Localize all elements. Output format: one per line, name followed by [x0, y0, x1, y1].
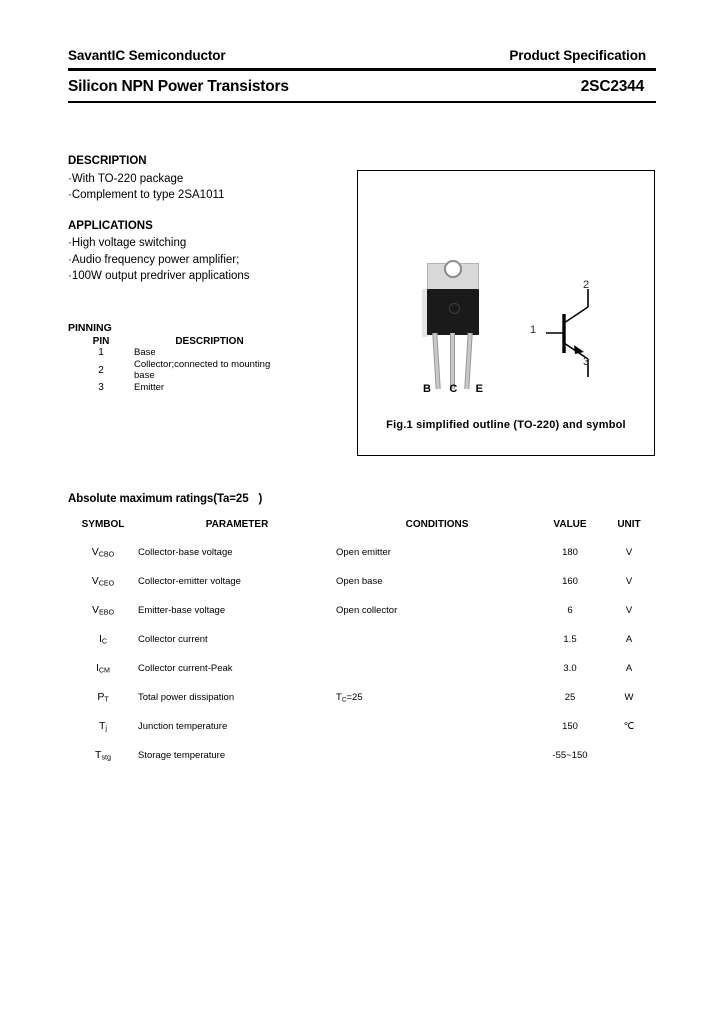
pin-description: Emitter: [134, 381, 165, 393]
rating-parameter: Emitter-base voltage: [138, 605, 226, 616]
package-pin-labels: [420, 383, 486, 395]
rating-unit: V: [625, 547, 633, 558]
rating-unit: V: [625, 576, 633, 587]
rating-conditions: $T_C=25$: [336, 691, 363, 704]
rating-parameter: Total power dissipation: [138, 692, 235, 703]
table-row: [68, 741, 656, 770]
description-item: ·Complement to type 2SA1011: [68, 189, 225, 201]
rating-parameter: Junction temperature: [138, 721, 228, 732]
rating-parameter: Collector-base voltage: [138, 547, 233, 558]
col-conditions: CONDITIONS: [405, 519, 469, 530]
table-row: [68, 382, 285, 394]
symbol-pin-2-label: 2: [583, 279, 590, 291]
rating-value: 180: [562, 547, 578, 558]
pin-description: Collector;connected to mounting base: [134, 358, 271, 381]
pinning-table: [68, 336, 285, 393]
title-row: [68, 78, 656, 96]
ratings-title-close: ): [258, 493, 263, 505]
rating-conditions: [336, 625, 538, 654]
pin-number: 2: [98, 364, 104, 376]
ratings-title: [68, 493, 262, 505]
rating-symbol: $P_T$: [97, 691, 109, 704]
rating-symbol: $I_C$: [98, 633, 108, 646]
rating-unit: [602, 741, 656, 770]
part-number: 2SC2344: [580, 78, 644, 95]
pinning-section: [68, 322, 285, 393]
col-parameter: PARAMETER: [205, 519, 269, 530]
rating-value: 150: [562, 721, 578, 732]
rating-parameter: Collector current: [138, 634, 208, 645]
rating-symbol: $V_{CBO}$: [91, 546, 115, 559]
package-lead: [464, 333, 472, 389]
absolute-maximum-ratings-table: [68, 511, 656, 770]
rating-value: 3.0: [563, 663, 577, 674]
rating-symbol: $T_{stg}$: [95, 749, 111, 762]
description-applications-block: [68, 153, 348, 285]
document-header: [68, 48, 656, 103]
symbol-pin-3-label: 3: [583, 356, 590, 368]
symbol-pin-1-label: 1: [530, 324, 537, 336]
applications-item: ·100W output predriver applications: [68, 270, 250, 282]
rating-unit: ℃: [623, 721, 635, 732]
rating-unit: W: [624, 692, 634, 703]
section-spacer: [68, 204, 348, 218]
pinning-label: PINNING: [68, 322, 112, 334]
description-heading: DESCRIPTION: [68, 155, 147, 167]
rating-conditions: [336, 654, 538, 683]
rating-value: -55~150: [552, 750, 588, 761]
rating-conditions: Open collector: [336, 605, 398, 616]
rating-parameter: Collector current-Peak: [138, 663, 233, 674]
company-name: SavantIC Semiconductor: [68, 48, 226, 63]
pin-label-c: C: [449, 383, 458, 395]
figure-content: [358, 171, 654, 455]
col-value: VALUE: [553, 519, 587, 530]
applications-item: ·Audio frequency power amplifier;: [68, 253, 240, 266]
rating-unit: V: [625, 605, 633, 616]
rating-unit: A: [625, 663, 633, 674]
col-unit: UNIT: [617, 519, 641, 530]
table-header-row: [68, 336, 285, 347]
header-top-row: [68, 48, 656, 63]
pin-label-e: E: [475, 383, 483, 395]
package-mounting-hole: [444, 260, 462, 278]
applications-heading: APPLICATIONS: [68, 219, 153, 232]
rating-value: 1.5: [563, 634, 577, 645]
table-row: [68, 712, 656, 741]
figure-box: [357, 170, 655, 456]
table-row: [68, 596, 656, 625]
rating-symbol: $V_{CEO}$: [91, 575, 115, 588]
rating-conditions: Open emitter: [336, 547, 391, 558]
table-row: [68, 347, 285, 359]
ratings-title-text: Absolute maximum ratings(Ta=25: [68, 493, 249, 505]
rating-parameter: Collector-emitter voltage: [138, 576, 241, 587]
rating-unit: A: [625, 634, 633, 645]
table-row: [68, 654, 656, 683]
header-rule-top: [68, 68, 656, 71]
npn-symbol-svg: [530, 281, 626, 387]
applications-item: ·High voltage switching: [68, 237, 187, 249]
table-row: [68, 625, 656, 654]
page-title: Silicon NPN Power Transistors: [68, 78, 289, 95]
table-row: [68, 683, 656, 712]
pin-label-b: B: [423, 383, 431, 395]
rating-conditions: [336, 741, 538, 770]
rating-value: 160: [562, 576, 578, 587]
rating-symbol: $V_{EBO}$: [91, 604, 115, 617]
table-row: [68, 567, 656, 596]
rating-symbol: $I_{CM}$: [95, 662, 110, 675]
description-item: ·With TO-220 package: [68, 172, 184, 185]
col-symbol: SYMBOL: [81, 519, 125, 530]
rating-conditions: [336, 712, 538, 741]
rating-value: 6: [567, 605, 573, 616]
header-rule-bottom: [68, 101, 656, 103]
npn-transistor-symbol: [530, 281, 626, 387]
table-header-row: [68, 511, 656, 538]
table-row: [68, 538, 656, 567]
rating-conditions: Open base: [336, 576, 383, 587]
table-row: [68, 359, 285, 382]
rating-symbol: $T_j$: [98, 720, 107, 733]
pinning-col-pin: PIN: [92, 336, 110, 347]
pin-number: 1: [98, 347, 104, 359]
rating-value: 25: [564, 692, 576, 703]
rating-parameter: Storage temperature: [138, 750, 226, 761]
figure-caption: Fig.1 simplified outline (TO-220) and symbol: [386, 419, 626, 431]
package-lead: [450, 333, 455, 389]
pinning-col-description: DESCRIPTION: [175, 336, 244, 347]
package-lead: [432, 333, 440, 389]
document-type: Product Specification: [509, 48, 646, 63]
pin-number: 3: [98, 381, 104, 393]
package-body: [427, 289, 479, 335]
pin-description: Base: [134, 347, 156, 358]
